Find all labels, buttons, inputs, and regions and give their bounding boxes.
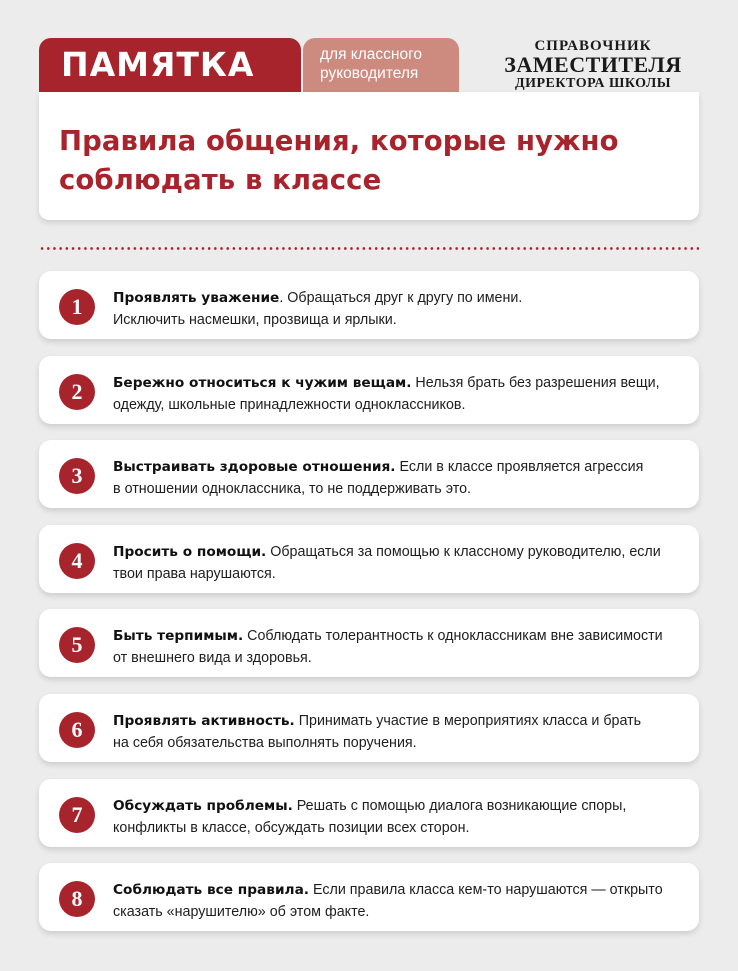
- rule-number-badge: 8: [59, 881, 95, 917]
- rule-text: [113, 795, 673, 839]
- rule-desc-line-1: Нельзя брать без разрешения вещи,: [411, 374, 660, 391]
- rule-desc-line-1: Решать с помощью диалога возникающие споры,: [292, 797, 627, 814]
- rule-number-badge: 5: [59, 627, 95, 663]
- rule-desc-line-1: Обращаться за помощью к классному руководителю, если: [266, 543, 661, 560]
- rule-title: Проявлять уважение: [113, 290, 280, 306]
- rule-text: [113, 625, 673, 669]
- rule-number-badge: 2: [59, 374, 95, 410]
- rule-card: [39, 863, 699, 931]
- rules-list: [39, 271, 699, 948]
- rule-number-badge: 1: [59, 289, 95, 325]
- rule-number-badge: 7: [59, 797, 95, 833]
- page-title: [59, 122, 699, 200]
- rule-desc-line-2: сказать «нарушителю» об этом факте.: [113, 904, 370, 921]
- audience-line-2: руководителя: [320, 65, 419, 82]
- rule-desc-line-2: одежду, школьные принадлежности одноклассников.: [113, 396, 466, 413]
- title-line-1: Правила общения, которые нужно: [59, 125, 619, 157]
- rule-desc-line-2: на себя обязательства выполнять поручения.: [113, 734, 417, 751]
- rule-title: Проявлять активность.: [113, 712, 295, 729]
- audience-line-1: для классного: [320, 46, 423, 63]
- rule-title: Выстраивать здоровые отношения.: [113, 459, 396, 476]
- rule-text: [113, 879, 673, 923]
- rule-title: Быть терпимым.: [113, 628, 244, 645]
- rule-card: [39, 694, 699, 762]
- logo-line-1: СПРАВОЧНИК: [534, 38, 652, 54]
- rule-card: [39, 356, 699, 424]
- memo-badge: [39, 38, 301, 92]
- publication-logo: [493, 38, 693, 91]
- rule-number-badge: 4: [59, 543, 95, 579]
- rule-text: [113, 541, 673, 585]
- rule-title: Бережно относиться к чужим вещам.: [113, 374, 412, 391]
- rule-card: [39, 779, 699, 847]
- rule-text: [113, 710, 673, 754]
- rule-card: [39, 525, 699, 593]
- rule-desc-line-1: Если правила класса кем-то нарушаются — открыто: [309, 882, 663, 899]
- rule-title: Обсуждать проблемы.: [113, 797, 293, 814]
- rule-desc-line-2: от внешнего вида и здоровья.: [113, 650, 312, 667]
- rule-title: Просить о помощи.: [113, 543, 267, 560]
- rule-card: [39, 440, 699, 508]
- audience-tab: [303, 38, 459, 92]
- rule-desc-line-2: Исключить насмешки, прозвища и ярлыки.: [113, 312, 397, 328]
- rule-text: [113, 287, 673, 331]
- rule-desc-line-2: твои права нарушаются.: [113, 565, 276, 582]
- memo-badge-label: ПАМЯТКА: [61, 45, 255, 84]
- rule-text: [113, 372, 673, 416]
- rule-desc-line-1: Соблюдать толерантность к одноклассникам вне зависимости: [243, 628, 663, 645]
- dotted-divider: [39, 247, 699, 250]
- rule-desc-line-1: Если в классе проявляется агрессия: [395, 459, 644, 476]
- rule-desc-line-1: Принимать участие в мероприятиях класса и брать: [294, 712, 642, 729]
- rule-number-badge: 3: [59, 458, 95, 494]
- logo-line-3: ДИРЕКТОРА ШКОЛЫ: [514, 76, 672, 91]
- title-card: [39, 92, 699, 220]
- rule-desc-line-1: . Обращаться друг к другу по имени.: [279, 290, 523, 306]
- title-line-2: соблюдать в классе: [59, 164, 382, 196]
- rule-card: [39, 609, 699, 677]
- rule-card: [39, 271, 699, 339]
- logo-line-2: ЗАМЕСТИТЕЛЯ: [504, 52, 682, 77]
- rule-desc-line-2: в отношении одноклассника, то не поддерживать это.: [113, 481, 472, 498]
- rule-text: [113, 456, 673, 500]
- rule-desc-line-2: конфликты в классе, обсуждать позиции всех сторон.: [113, 819, 470, 836]
- rule-number-badge: 6: [59, 712, 95, 748]
- rule-title: Соблюдать все правила.: [113, 882, 310, 899]
